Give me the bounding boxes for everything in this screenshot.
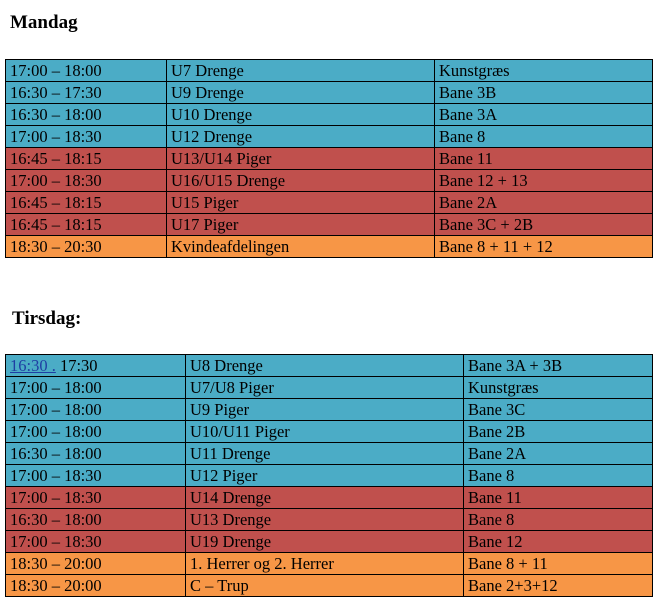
schedule-team-cell: U14 Drenge	[186, 487, 464, 509]
schedule-row	[6, 487, 653, 509]
schedule-field-cell: Bane 2A	[464, 443, 653, 465]
schedule-row	[6, 104, 653, 126]
schedule-field-cell: Bane 8 + 11	[464, 553, 653, 575]
schedule-row	[6, 399, 653, 421]
schedule-field-cell: Bane 12 + 13	[435, 170, 653, 192]
schedule-field-cell: Bane 8	[464, 465, 653, 487]
tuesday-heading: Tirsdag:	[12, 308, 82, 329]
schedule-row	[6, 355, 653, 377]
schedule-time-cell: 16:30 – 18:00	[6, 509, 186, 531]
schedule-team-cell: U13 Drenge	[186, 509, 464, 531]
schedule-field-cell: Bane 2+3+12	[464, 575, 653, 597]
schedule-time-cell: 17:00 – 18:30	[6, 531, 186, 553]
tuesday-schedule-table	[5, 354, 653, 597]
schedule-row	[6, 421, 653, 443]
schedule-team-cell: U10 Drenge	[167, 104, 435, 126]
schedule-team-cell: U9 Drenge	[167, 82, 435, 104]
schedule-team-cell: U13/U14 Piger	[167, 148, 435, 170]
schedule-team-cell: U15 Piger	[167, 192, 435, 214]
schedule-field-cell: Bane 11	[435, 148, 653, 170]
schedule-field-cell: Kunstgræs	[464, 377, 653, 399]
time-link[interactable]: 16:30 .	[10, 356, 56, 375]
schedule-field-cell: Bane 11	[464, 487, 653, 509]
schedule-time-cell: 17:00 – 18:30	[6, 126, 167, 148]
schedule-row	[6, 192, 653, 214]
schedule-time-cell: 16:45 – 18:15	[6, 192, 167, 214]
schedule-field-cell: Bane 3C	[464, 399, 653, 421]
schedule-row	[6, 377, 653, 399]
schedule-field-cell: Bane 3A + 3B	[464, 355, 653, 377]
schedule-time-cell: 17:00 – 18:30	[6, 487, 186, 509]
schedule-row	[6, 443, 653, 465]
schedule-row	[6, 60, 653, 82]
schedule-field-cell: Bane 2B	[464, 421, 653, 443]
schedule-team-cell: U8 Drenge	[186, 355, 464, 377]
schedule-field-cell: Bane 8	[464, 509, 653, 531]
schedule-time-cell: 17:00 – 18:30	[6, 465, 186, 487]
schedule-team-cell: Kvindeafdelingen	[167, 236, 435, 258]
schedule-team-cell: U12 Piger	[186, 465, 464, 487]
schedule-time-cell: 17:00 – 18:00	[6, 377, 186, 399]
schedule-team-cell: U7 Drenge	[167, 60, 435, 82]
schedule-team-cell: U19 Drenge	[186, 531, 464, 553]
schedule-row	[6, 82, 653, 104]
schedule-time-cell: 16:45 – 18:15	[6, 214, 167, 236]
schedule-row	[6, 465, 653, 487]
schedule-time-cell: 18:30 – 20:30	[6, 236, 167, 258]
schedule-team-cell: U10/U11 Piger	[186, 421, 464, 443]
schedule-row	[6, 170, 653, 192]
schedule-time-cell: 17:00 – 18:30	[6, 170, 167, 192]
schedule-field-cell: Bane 8 + 11 + 12	[435, 236, 653, 258]
schedule-field-cell: Bane 3B	[435, 82, 653, 104]
schedule-team-cell: U17 Piger	[167, 214, 435, 236]
schedule-time-cell: 18:30 – 20:00	[6, 575, 186, 597]
schedule-field-cell: Bane 12	[464, 531, 653, 553]
schedule-row	[6, 214, 653, 236]
monday-schedule-table	[5, 59, 653, 258]
schedule-field-cell: Bane 2A	[435, 192, 653, 214]
schedule-time-cell: 17:00 – 18:00	[6, 399, 186, 421]
schedule-time-cell: 16:30 – 18:00	[6, 104, 167, 126]
schedule-row	[6, 126, 653, 148]
schedule-row	[6, 553, 653, 575]
schedule-row	[6, 509, 653, 531]
schedule-field-cell: Bane 3A	[435, 104, 653, 126]
schedule-time-cell	[6, 355, 186, 377]
schedule-time-cell: 17:00 – 18:00	[6, 60, 167, 82]
schedule-field-cell: Bane 3C + 2B	[435, 214, 653, 236]
schedule-row	[6, 148, 653, 170]
time-end: 17:30	[55, 356, 98, 375]
schedule-team-cell: U12 Drenge	[167, 126, 435, 148]
schedule-field-cell: Kunstgræs	[435, 60, 653, 82]
schedule-row	[6, 531, 653, 553]
schedule-time-cell: 16:30 – 18:00	[6, 443, 186, 465]
schedule-team-cell: U11 Drenge	[186, 443, 464, 465]
monday-heading: Mandag	[10, 12, 78, 33]
schedule-team-cell: C – Trup	[186, 575, 464, 597]
schedule-time-cell: 16:30 – 17:30	[6, 82, 167, 104]
schedule-row	[6, 575, 653, 597]
schedule-field-cell: Bane 8	[435, 126, 653, 148]
schedule-team-cell: U9 Piger	[186, 399, 464, 421]
schedule-team-cell: U16/U15 Drenge	[167, 170, 435, 192]
schedule-team-cell: 1. Herrer og 2. Herrer	[186, 553, 464, 575]
schedule-team-cell: U7/U8 Piger	[186, 377, 464, 399]
schedule-time-cell: 16:45 – 18:15	[6, 148, 167, 170]
schedule-time-cell: 17:00 – 18:00	[6, 421, 186, 443]
schedule-row	[6, 236, 653, 258]
schedule-time-cell: 18:30 – 20:00	[6, 553, 186, 575]
